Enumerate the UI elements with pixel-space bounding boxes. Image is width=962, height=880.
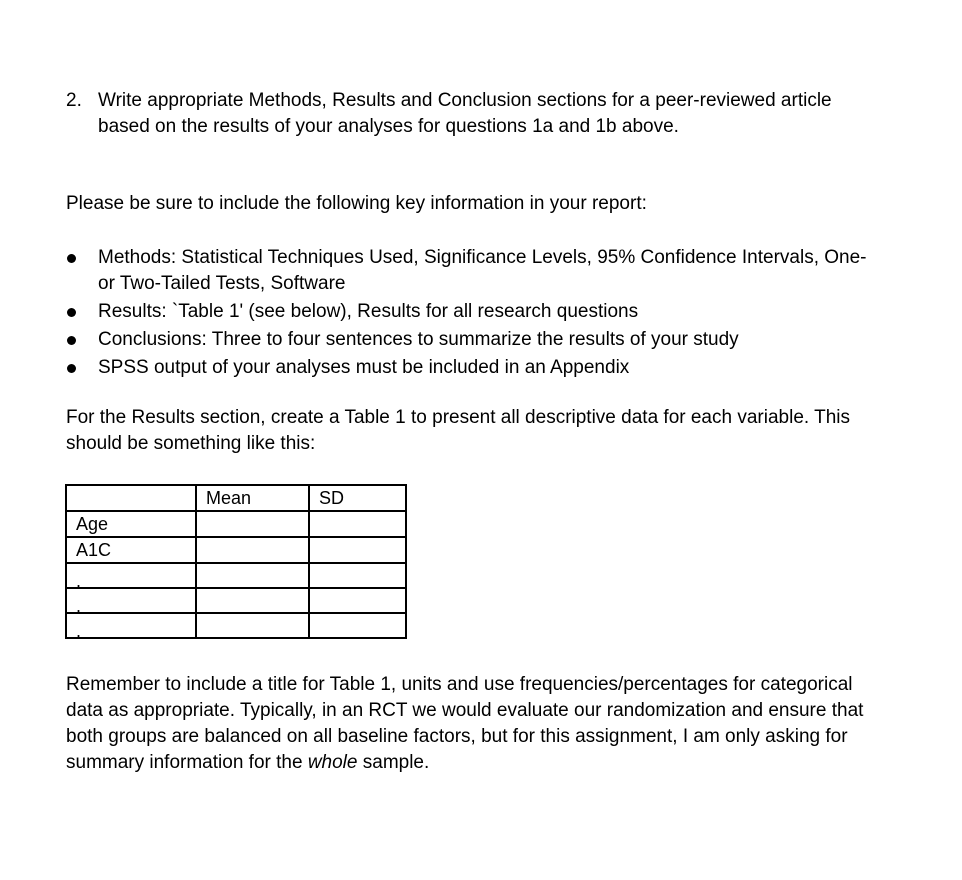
- list-item-text: SPSS output of your analyses must be included in an Appendix: [98, 357, 630, 378]
- ellipsis-dot: .: [76, 596, 82, 612]
- remember-line-4-end: sample.: [357, 752, 430, 773]
- results-intro-line-1: For the Results section, create a Table 1 to present all descriptive data for each variable. This: [66, 407, 850, 428]
- results-intro: [66, 405, 906, 457]
- ellipsis-dot: .: [76, 571, 82, 587]
- table-cell: [196, 511, 309, 537]
- sample-table-1: [65, 484, 407, 639]
- list-item-results: [66, 299, 906, 325]
- remember-line-4-start: summary information for the: [66, 752, 308, 773]
- table-header-cell: [66, 485, 196, 511]
- table-row: [66, 613, 406, 638]
- remember-paragraph: [66, 672, 906, 776]
- table-row-label: [66, 613, 196, 638]
- question-line-1: Write appropriate Methods, Results and Conclusion sections for a peer-reviewed article: [98, 90, 832, 111]
- remember-emphasis: whole: [307, 752, 358, 773]
- table-cell: [196, 588, 309, 613]
- table-row-label: A1C: [66, 537, 196, 563]
- table-cell: [196, 613, 309, 638]
- table-cell: [309, 588, 406, 613]
- list-item-text: or Two-Tailed Tests, Software: [98, 273, 346, 294]
- bullet-icon: [67, 308, 76, 317]
- bullet-icon: [67, 254, 76, 263]
- table-row: [66, 588, 406, 613]
- list-item-text: Results: `Table 1' (see below), Results for all research questions: [98, 301, 639, 322]
- list-item-spss: [66, 355, 906, 381]
- table-header-mean: Mean: [196, 485, 309, 511]
- list-item-text: Methods: Statistical Techniques Used, Significance Levels, 95% Confidence Intervals, One-: [98, 247, 867, 268]
- include-intro: Please be sure to include the following key information in your report:: [66, 193, 647, 214]
- list-item-text: Conclusions: Three to four sentences to summarize the results of your study: [98, 329, 739, 350]
- key-information-list: [66, 245, 906, 383]
- table-cell: [309, 613, 406, 638]
- table-row: [66, 511, 406, 537]
- table-cell: [309, 511, 406, 537]
- results-intro-line-2: should be something like this:: [66, 433, 316, 454]
- ellipsis-dot: .: [76, 621, 82, 637]
- table-row-label: [66, 563, 196, 588]
- remember-line-1: Remember to include a title for Table 1, units and use frequencies/percentages for categorical: [66, 674, 853, 695]
- table-header-row: [66, 485, 406, 511]
- list-item-methods: [66, 245, 906, 297]
- table-row: [66, 563, 406, 588]
- table-header-sd: SD: [309, 485, 406, 511]
- list-item-conclusions: [66, 327, 906, 353]
- table-cell: [196, 563, 309, 588]
- remember-line-3: both groups are balanced on all baseline factors, but for this assignment, I am only asking for: [66, 726, 848, 747]
- bullet-icon: [67, 336, 76, 345]
- table-row-label: [66, 588, 196, 613]
- bullet-icon: [67, 364, 76, 373]
- table-cell: [309, 563, 406, 588]
- question-text: [98, 88, 898, 140]
- table-cell: [309, 537, 406, 563]
- remember-line-2: data as appropriate. Typically, in an RCT we would evaluate our randomization and ensure that: [66, 700, 864, 721]
- question-number: 2.: [66, 90, 82, 111]
- question-line-2: based on the results of your analyses for questions 1a and 1b above.: [98, 116, 679, 137]
- table-row: [66, 537, 406, 563]
- table-cell: [196, 537, 309, 563]
- table-row-label: Age: [66, 511, 196, 537]
